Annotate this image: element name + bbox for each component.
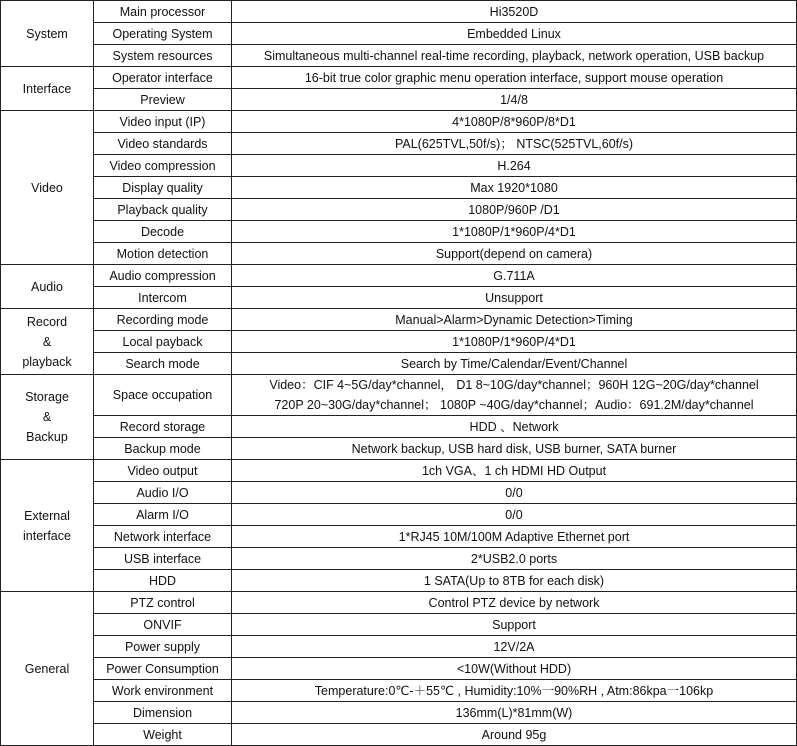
table-row	[1, 724, 797, 746]
row-label: Alarm I/O	[94, 504, 232, 526]
row-value: Unsupport	[232, 287, 797, 309]
row-label: Space occupation	[94, 375, 232, 416]
row-value: HDD 、Network	[232, 416, 797, 438]
row-value: 1*RJ45 10M/100M Adaptive Ethernet port	[232, 526, 797, 548]
row-value: PAL(625TVL,50f/s)； NTSC(525TVL,60f/s)	[232, 133, 797, 155]
table-row	[1, 199, 797, 221]
row-label: Dimension	[94, 702, 232, 724]
row-label: PTZ control	[94, 592, 232, 614]
table-row	[1, 680, 797, 702]
table-row	[1, 570, 797, 592]
row-label: Search mode	[94, 353, 232, 375]
row-label: Backup mode	[94, 438, 232, 460]
row-value: Max 1920*1080	[232, 177, 797, 199]
row-label: Video input (IP)	[94, 111, 232, 133]
table-row	[1, 482, 797, 504]
row-label: Playback quality	[94, 199, 232, 221]
row-value: 1*1080P/1*960P/4*D1	[232, 221, 797, 243]
table-row	[1, 353, 797, 375]
space-occupation-line: 720P 20~30G/day*channel； 1080P ~40G/day*channel；Audio：691.2M/day*channel	[274, 398, 754, 412]
row-label: Local payback	[94, 331, 232, 353]
group-record-ampersand: &	[42, 334, 52, 349]
group-system: System	[1, 1, 94, 67]
row-value: 2*USB2.0 ports	[232, 548, 797, 570]
row-label: Audio compression	[94, 265, 232, 287]
row-value: Hi3520D	[232, 1, 797, 23]
table-row	[1, 243, 797, 265]
row-value: Manual>Alarm>Dynamic Detection>Timing	[232, 309, 797, 331]
row-label: Record storage	[94, 416, 232, 438]
row-label: Power Consumption	[94, 658, 232, 680]
group-storage-line: Storage	[25, 390, 69, 404]
row-value: Support	[232, 614, 797, 636]
row-value: H.264	[232, 155, 797, 177]
row-label: Decode	[94, 221, 232, 243]
row-label: HDD	[94, 570, 232, 592]
row-value: Control PTZ device by network	[232, 592, 797, 614]
space-occupation-line: Video：CIF 4~5G/day*channel， D1 8~10G/day*channel；960H 12G~20G/day*channel	[269, 378, 759, 392]
row-label: Video standards	[94, 133, 232, 155]
group-general: General	[1, 592, 94, 746]
row-label: Weight	[94, 724, 232, 746]
row-value: 1 SATA(Up to 8TB for each disk)	[232, 570, 797, 592]
group-video: Video	[1, 111, 94, 265]
group-external-line: External	[24, 508, 70, 523]
table-row	[1, 287, 797, 309]
row-value: 1080P/960P /D1	[232, 199, 797, 221]
row-label: Video compression	[94, 155, 232, 177]
row-label: USB interface	[94, 548, 232, 570]
table-row	[1, 265, 797, 287]
table-row	[1, 331, 797, 353]
group-interface: Interface	[1, 67, 94, 111]
table-row	[1, 67, 797, 89]
row-value: G.711A	[232, 265, 797, 287]
group-storage-backup	[1, 375, 94, 460]
row-label: Display quality	[94, 177, 232, 199]
table-row	[1, 177, 797, 199]
group-record-line: playback	[22, 354, 72, 369]
row-label: Work environment	[94, 680, 232, 702]
table-row	[1, 221, 797, 243]
row-value: 136mm(L)*81mm(W)	[232, 702, 797, 724]
group-external-interface	[1, 460, 94, 592]
row-label: Recording mode	[94, 309, 232, 331]
table-row	[1, 658, 797, 680]
group-storage-ampersand: &	[42, 410, 52, 424]
row-value: Around 95g	[232, 724, 797, 746]
row-value: Embedded Linux	[232, 23, 797, 45]
row-value: 1*1080P/1*960P/4*D1	[232, 331, 797, 353]
table-row	[1, 45, 797, 67]
row-value: 1ch VGA、1 ch HDMI HD Output	[232, 460, 797, 482]
table-row	[1, 416, 797, 438]
row-label: Operator interface	[94, 67, 232, 89]
row-label: Network interface	[94, 526, 232, 548]
row-value: 16-bit true color graphic menu operation interface, support mouse operation	[232, 67, 797, 89]
table-row	[1, 614, 797, 636]
row-value: 4*1080P/8*960P/8*D1	[232, 111, 797, 133]
row-value: <10W(Without HDD)	[232, 658, 797, 680]
table-row	[1, 504, 797, 526]
row-value: Network backup, USB hard disk, USB burner, SATA burner	[232, 438, 797, 460]
row-value: 12V/2A	[232, 636, 797, 658]
table-row	[1, 375, 797, 416]
table-row	[1, 438, 797, 460]
row-value: Temperature:0℃-＋55℃ , Humidity:10%一90%RH , Atm:86kpa一106kp	[232, 680, 797, 702]
row-label: Motion detection	[94, 243, 232, 265]
table-row	[1, 133, 797, 155]
table-row	[1, 309, 797, 331]
row-value: 1/4/8	[232, 89, 797, 111]
table-row	[1, 89, 797, 111]
table-row	[1, 636, 797, 658]
group-audio: Audio	[1, 265, 94, 309]
row-value: Simultaneous multi-channel real-time recording, playback, network operation, USB backup	[232, 45, 797, 67]
table-row	[1, 592, 797, 614]
row-label: ONVIF	[94, 614, 232, 636]
group-external-line: interface	[23, 528, 71, 543]
row-label: Operating System	[94, 23, 232, 45]
table-row	[1, 702, 797, 724]
table-row	[1, 1, 797, 23]
group-storage-line: Backup	[26, 430, 68, 444]
row-label: Preview	[94, 89, 232, 111]
row-label: System resources	[94, 45, 232, 67]
table-row	[1, 548, 797, 570]
row-label: Main processor	[94, 1, 232, 23]
table-row	[1, 526, 797, 548]
table-row	[1, 155, 797, 177]
table-row	[1, 111, 797, 133]
row-value: Search by Time/Calendar/Event/Channel	[232, 353, 797, 375]
table-row	[1, 23, 797, 45]
row-value: Support(depend on camera)	[232, 243, 797, 265]
row-label: Video output	[94, 460, 232, 482]
row-label: Power supply	[94, 636, 232, 658]
row-value	[232, 375, 797, 416]
row-value: 0/0	[232, 504, 797, 526]
group-record-playback	[1, 309, 94, 375]
row-label: Intercom	[94, 287, 232, 309]
row-label: Audio I/O	[94, 482, 232, 504]
group-record-line: Record	[26, 314, 68, 329]
row-value: 0/0	[232, 482, 797, 504]
table-row	[1, 460, 797, 482]
